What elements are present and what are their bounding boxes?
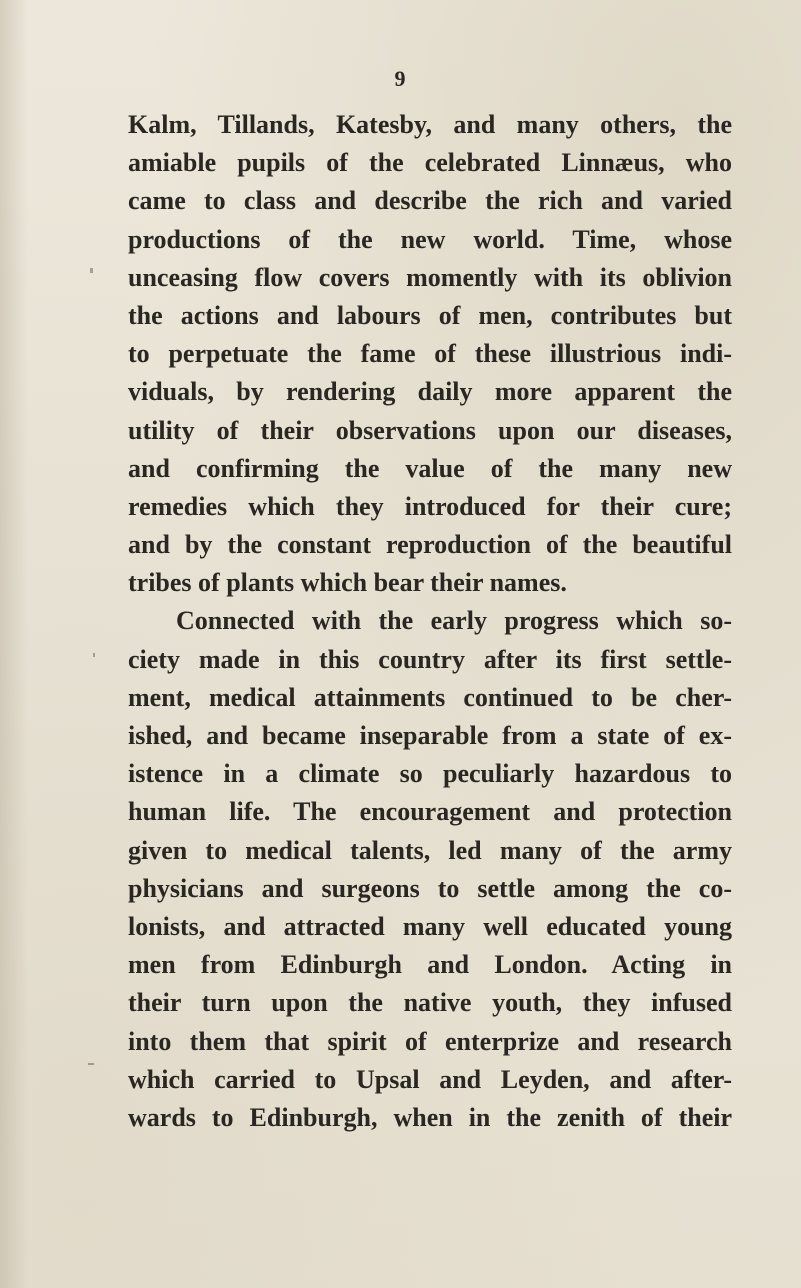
text-line: into them that spirit of enterprize and research — [128, 1026, 732, 1056]
page-gutter-shadow — [0, 0, 28, 1288]
text-line: ciety made in this country after its first settle- — [128, 644, 732, 674]
paragraph-first-line: Connected with the early progress which so- — [176, 606, 732, 636]
text-line: ment, medical attainments continued to be cher- — [128, 682, 732, 712]
scan-blemish — [90, 268, 93, 273]
scan-blemish — [88, 1063, 94, 1065]
page-number: 9 — [394, 66, 407, 91]
text-line: men from Edinburgh and London. Acting in — [128, 950, 732, 980]
text-line: and by the constant reproduction of the beautiful — [128, 530, 732, 560]
text-line: Kalm, Tillands, Katesby, and many others, the — [128, 110, 732, 139]
text-line: came to class and describe the rich and varied — [128, 186, 732, 216]
text-line: productions of the new world. Time, whose — [128, 224, 732, 254]
text-line: and confirming the value of the many new — [128, 453, 732, 483]
scan-blemish — [93, 653, 95, 657]
text-line: to perpetuate the fame of these illustrious indi- — [128, 339, 732, 369]
text-line: amiable pupils of the celebrated Linnæus, who — [128, 148, 732, 178]
text-line: human life. The encouragement and protection — [128, 797, 732, 827]
text-line: utility of their observations upon our diseases, — [128, 415, 732, 445]
text-line: their turn upon the native youth, they infused — [128, 988, 732, 1018]
body-text — [128, 106, 732, 1137]
text-line: given to medical talents, led many of the army — [128, 835, 732, 865]
text-line: istence in a climate so peculiarly hazardous to — [128, 759, 732, 789]
text-line: ished, and became inseparable from a state of ex- — [128, 721, 732, 750]
text-line: remedies which they introduced for their cure; — [128, 491, 732, 521]
paragraph-last-line: tribes of plants which bear their names. — [128, 568, 567, 598]
text-line: the actions and labours of men, contributes but — [128, 300, 732, 330]
text-line: lonists, and attracted many well educated young — [128, 911, 732, 941]
text-line: which carried to Upsal and Leyden, and after- — [128, 1064, 732, 1094]
text-line: unceasing flow covers momently with its oblivion — [128, 262, 732, 292]
text-line: physicians and surgeons to settle among the co- — [128, 873, 732, 903]
text-line: wards to Edinburgh, when in the zenith of their — [128, 1102, 732, 1132]
text-line: viduals, by rendering daily more apparent the — [128, 377, 732, 407]
